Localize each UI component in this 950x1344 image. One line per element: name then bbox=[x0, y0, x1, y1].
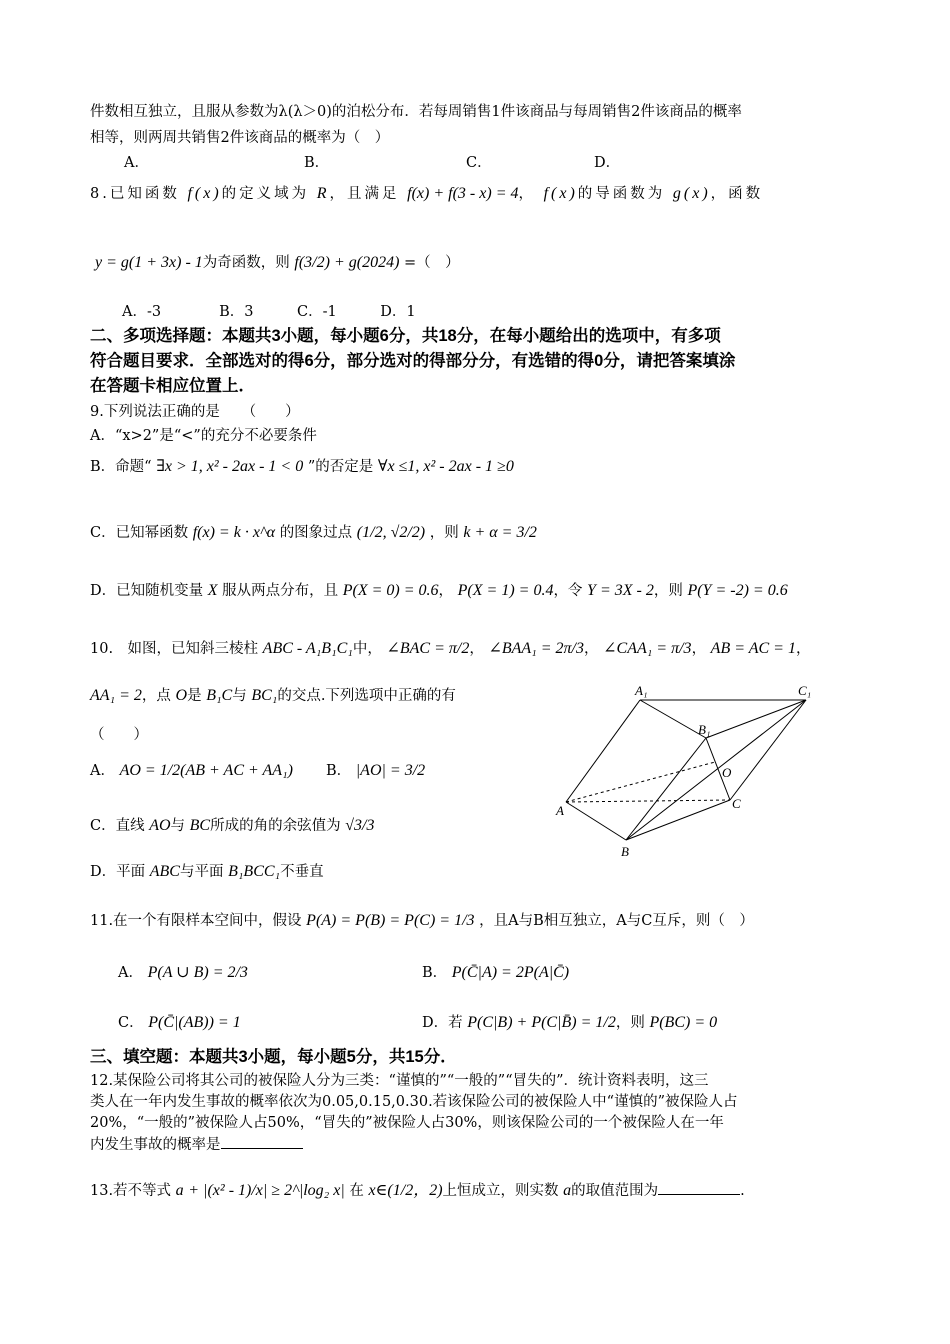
q9-d-y: Y = 3X - 2 bbox=[587, 582, 654, 599]
q11-a-expr: P(A ∪ B) = 2/3 bbox=[147, 964, 248, 981]
q10-c-tail: 所成的角的余弦值为 bbox=[210, 818, 341, 834]
label-o: O bbox=[722, 765, 732, 780]
q10-c-ao: AO bbox=[149, 817, 171, 834]
q13-ineq: + |(x² - 1)/x| ≥ 2^|log₂ x| bbox=[188, 1182, 345, 1199]
q13-a2: a bbox=[563, 1182, 572, 1199]
section3-title: 三、填空题：本题共3小题，每小题5分，共15分． bbox=[90, 1048, 457, 1066]
q8-condition: f(x) + f(3 - x) = 4 bbox=[407, 185, 519, 202]
q10-c-pre: C．直线 bbox=[90, 818, 145, 834]
q9-d-mid: 服从两点分布，且 bbox=[222, 583, 339, 599]
q8-fx2: f(x) bbox=[543, 185, 578, 202]
q13-line bbox=[90, 1180, 745, 1202]
q11-c-expr: P(C̄|(AB)) = 1 bbox=[148, 1014, 241, 1031]
q13-pre: 13.若不等式 bbox=[90, 1183, 172, 1199]
q11-d-label: D．若 bbox=[422, 1015, 463, 1031]
q11-d-cond: P(C|B) + P(C|B̄) = 1/2 bbox=[467, 1014, 616, 1031]
section2-line1: 二、多项选择题：本题共3小题，每小题6分，共18分，在每小题给出的选项中，有多项 bbox=[90, 327, 721, 345]
q13-tail: 的取值范围为 bbox=[571, 1183, 659, 1199]
q13-mid: 上恒成立，则实数 bbox=[442, 1183, 559, 1199]
q9-b-mid: ”的否定是 bbox=[307, 459, 374, 475]
q9-b-neg: ∀x ≤1, x² - 2ax - 1 ≥0 bbox=[377, 458, 514, 475]
q8-text2: ，且满足 bbox=[329, 186, 400, 202]
q7-option-c: C． bbox=[466, 155, 492, 171]
q8-comma: ， bbox=[518, 186, 536, 202]
q10-bc1: BC₁ bbox=[251, 687, 278, 704]
q8-R: R bbox=[316, 185, 330, 202]
q10-line2 bbox=[90, 685, 456, 707]
q9-option-d: D．已知随机变量 X 服从两点分布，且 P(X = 0) = 0.6， P(X = 1) = 0.4，令 Y = 3X - 2，则 P(Y = -2) = 0.6 bbox=[90, 582, 788, 599]
q8-y-expr: y = g(1 + 3x) - 1 bbox=[95, 254, 203, 271]
q9-c-tail: ，则 bbox=[429, 525, 459, 541]
q12-line2: 类人在一年内发生事故的概率依次为0.05,0.15,0.30.若该保险公司的被保险人中“谨慎的”被保险人占 bbox=[90, 1094, 738, 1110]
q10-c-yu: 与 bbox=[170, 818, 186, 834]
q7-line1: 件数相互独立，且服从参数为λ(λ＞0)的泊松分布．若每周销售1件该商品与每周销售2件该商品的概率 bbox=[90, 104, 742, 120]
q9-d-let: ，令 bbox=[553, 583, 583, 599]
q9-c-mid: 的图象过点 bbox=[279, 525, 353, 541]
q11-d-res: P(BC) = 0 bbox=[649, 1014, 718, 1031]
q10-line1: 10. 如图，已知斜三棱柱 ABC - A₁B₁C₁中， ∠BAC = π/2， ∠BAA₁ = 2π/3， ∠CAA₁ = π/3， AB = AC = 1， bbox=[90, 640, 811, 657]
q8-fx: f(x) bbox=[187, 185, 222, 202]
q11-c-label: C． bbox=[118, 1015, 144, 1031]
q10-is: 是 bbox=[187, 688, 202, 704]
q11-tail: ，且A与B相互独立，A与C互斥，则（ ） bbox=[479, 913, 754, 929]
q11-a-label: A． bbox=[118, 965, 143, 981]
q10-a-label: A． bbox=[90, 763, 115, 779]
q9-d-pre: D．已知随机变量 bbox=[90, 583, 204, 599]
q10-aa1: AA₁ = 2 bbox=[90, 687, 142, 704]
diag-bc1 bbox=[626, 700, 806, 840]
q11-cond: P(A) = P(B) = P(C) = 1/3 bbox=[306, 912, 475, 929]
label-c: C bbox=[732, 796, 741, 811]
q8-text4: ，函数 bbox=[710, 186, 764, 202]
q8-tail: =（ ） bbox=[404, 255, 460, 271]
q10-ab: AB = AC = 1 bbox=[710, 640, 796, 657]
label-c1: C₁ bbox=[798, 683, 812, 698]
q10-zhong: 中， bbox=[352, 641, 382, 657]
q9-option-a: A．“x>2”是“<”的充分不必要条件 bbox=[90, 428, 317, 444]
label-a1: A₁ bbox=[635, 683, 648, 698]
q10-tail: 的交点.下列选项中正确的有 bbox=[277, 688, 456, 704]
label-b: B bbox=[621, 844, 629, 859]
q9-c-ans: k + α = 3/2 bbox=[463, 524, 537, 541]
q10-d-mid: 与平面 bbox=[179, 864, 224, 880]
q8-gx: g(x) bbox=[672, 185, 711, 202]
q9-d-py: P(Y = -2) = 0.6 bbox=[687, 582, 788, 599]
q9-b-prop: ∃x > 1, x² - 2ax - 1 < 0 bbox=[156, 458, 304, 475]
q10-angle1: ∠BAC = π/2 bbox=[386, 640, 470, 657]
q12-line4-text: 内发生事故的概率是 bbox=[90, 1137, 221, 1153]
q8-text1: 的定义域为 bbox=[221, 186, 310, 202]
q10-c-val: √3/3 bbox=[345, 817, 375, 834]
q10-option-d bbox=[90, 861, 324, 883]
edge-ab bbox=[566, 802, 626, 840]
q9-c-pre: C．已知幂函数 bbox=[90, 525, 189, 541]
q10-angle2: ∠BAA₁ = 2π/3 bbox=[488, 640, 584, 657]
label-a: A bbox=[556, 803, 564, 818]
segment-ao-hidden bbox=[566, 762, 715, 802]
q8-text5: 为奇函数，则 bbox=[202, 255, 290, 271]
q8-target: f(3/2) + g(2024) bbox=[294, 254, 400, 271]
q10-d-abc: ABC bbox=[149, 863, 180, 880]
q13-x-in: x∈(1/2，2) bbox=[368, 1182, 443, 1199]
q10-a-expr: AO = 1/2(AB + AC + AA₁) bbox=[119, 762, 293, 779]
q11-option-c bbox=[118, 1012, 241, 1034]
q7-option-b: B． bbox=[304, 155, 330, 171]
section2-line2: 符合题目要求．全部选对的得6分，部分选对的得部分分，有选错的得0分，请把答案填涂 bbox=[90, 352, 736, 370]
q10-option-c bbox=[90, 815, 374, 837]
q9-d-p1: P(X = 1) = 0.4 bbox=[457, 582, 554, 599]
q10-c-bc: BC bbox=[189, 817, 211, 834]
q8-line1 bbox=[90, 183, 763, 205]
q8-line2 bbox=[95, 252, 460, 274]
q9-stem: 9.下列说法正确的是 （ ） bbox=[90, 404, 300, 420]
q11-option-d bbox=[422, 1012, 717, 1034]
q10-yu: 与 bbox=[232, 688, 247, 704]
edge-a1b1 bbox=[640, 700, 706, 738]
q13-a: a bbox=[175, 1182, 184, 1199]
q11-b-label: B． bbox=[422, 965, 448, 981]
q10-d-tail: 不垂直 bbox=[280, 864, 324, 880]
q9-c-point: (1/2, √2/2) bbox=[356, 524, 426, 541]
q11-option-a bbox=[118, 962, 248, 984]
q10-d-pre: D．平面 bbox=[90, 864, 146, 880]
q10-point-text: ，点 bbox=[141, 688, 171, 704]
q9-d-p0: P(X = 0) = 0.6 bbox=[342, 582, 439, 599]
q8-options: A．-3 B．3 C．-1 D．1 bbox=[122, 304, 416, 320]
q9-c-func: f(x) = k · x^α bbox=[192, 524, 276, 541]
q9-d-then: ，则 bbox=[653, 583, 683, 599]
q11-option-b bbox=[422, 962, 569, 984]
q11-stem bbox=[90, 910, 754, 932]
q13-answer-blank bbox=[658, 1180, 740, 1195]
edge-a1a bbox=[566, 700, 640, 802]
q9-d-x: X bbox=[207, 582, 218, 599]
q13-in: 在 bbox=[349, 1183, 364, 1199]
section2-line3: 在答题卡相应位置上． bbox=[90, 377, 255, 395]
edge-ac-hidden bbox=[566, 800, 730, 802]
q7-option-a: A． bbox=[124, 155, 149, 171]
q10-b1c: B₁C bbox=[206, 687, 233, 704]
q10-O: O bbox=[175, 687, 188, 704]
q9-b-pre: B．命题“ bbox=[90, 459, 152, 475]
q10-option-a bbox=[90, 760, 293, 782]
prism-figure bbox=[548, 680, 818, 865]
q10-pre: 10. 如图，已知斜三棱柱 bbox=[90, 641, 259, 657]
q10-prism: ABC - A₁B₁C₁ bbox=[262, 640, 353, 657]
q10-option-b bbox=[326, 760, 425, 782]
q10-d-plane: B₁BCC₁ bbox=[228, 863, 281, 880]
q8-prefix: 8.已知函数 bbox=[90, 186, 180, 202]
q10-b-label: B． bbox=[326, 763, 352, 779]
q10-paren: （ ） bbox=[90, 727, 148, 743]
q10-angle3: ∠CAA₁ = π/3 bbox=[603, 640, 692, 657]
q13-period: . bbox=[740, 1183, 745, 1199]
q7-option-d: D． bbox=[594, 155, 621, 171]
q11-b-expr: P(C̄|A) = 2P(A|C̄) bbox=[451, 964, 570, 981]
q12-line4 bbox=[90, 1134, 303, 1156]
label-b1: B₁ bbox=[698, 722, 711, 737]
q8-text3: 的导函数为 bbox=[577, 186, 666, 202]
q11-d-then: ，则 bbox=[615, 1015, 645, 1031]
q10-b-expr: |AO| = 3/2 bbox=[355, 762, 426, 779]
q12-answer-blank bbox=[221, 1134, 303, 1149]
q12-line1: 12.某保险公司将其公司的被保险人分为三类：“谨慎的”“一般的”“冒失的”．统计资料表明，这三 bbox=[90, 1073, 709, 1089]
q7-line2: 相等，则两周共销售2件该商品的概率为（ ） bbox=[90, 130, 390, 146]
q12-line3: 20%，“一般的”被保险人占50%，“冒失的”被保险人占30%，则该保险公司的一个被保险人在一年 bbox=[90, 1115, 724, 1131]
q9-option-b bbox=[90, 456, 514, 478]
q9-option-c bbox=[90, 522, 537, 544]
q11-pre: 11.在一个有限样本空间中，假设 bbox=[90, 913, 302, 929]
